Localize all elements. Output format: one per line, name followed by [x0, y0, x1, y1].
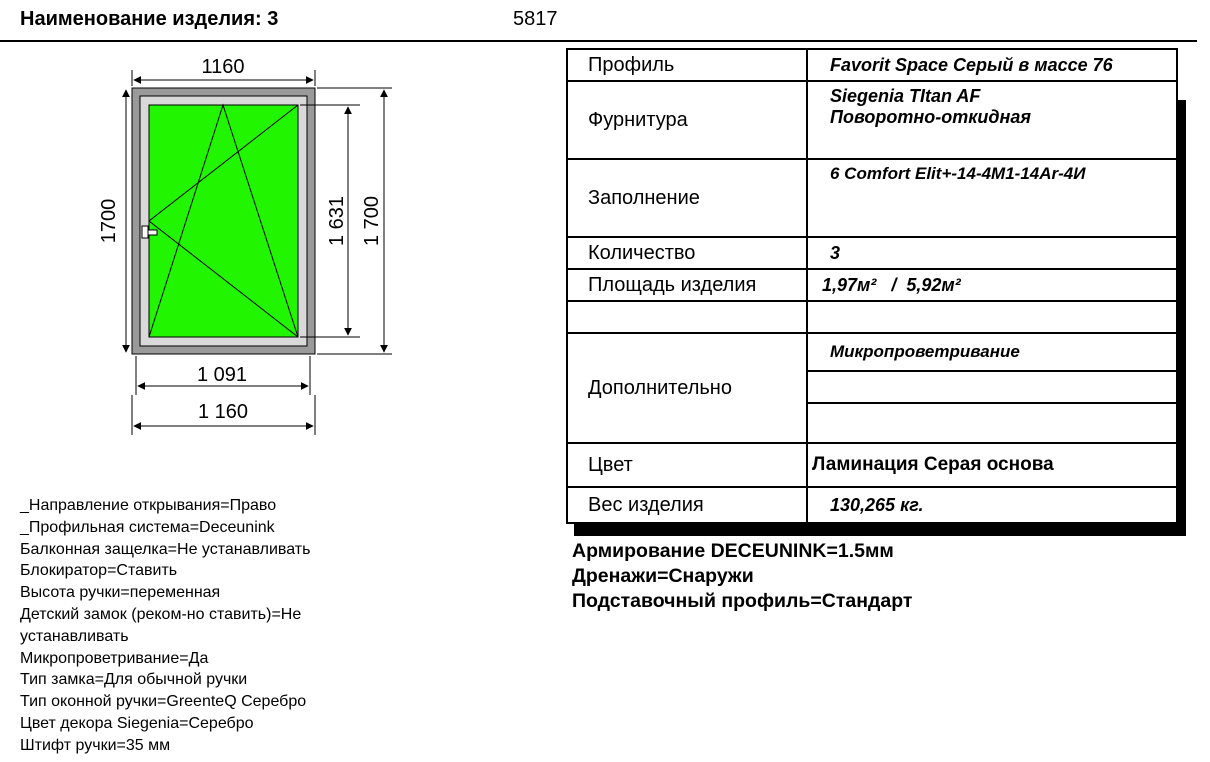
- row-extra-1: [567, 333, 1177, 371]
- quantity-value: 3: [807, 237, 1177, 269]
- extra-value-3: [807, 403, 1177, 443]
- dim-label-inner-right: 1 631: [326, 195, 348, 247]
- hardware-value: [807, 81, 1177, 159]
- item-title: Наименование изделия: 3: [20, 8, 279, 30]
- color-label: Цвет: [567, 443, 807, 487]
- spec-table: [566, 48, 1178, 524]
- weight-label: Вес изделия: [567, 487, 807, 523]
- dim-label-bottom-inner: 1 091: [196, 364, 248, 386]
- options-list: [20, 495, 380, 757]
- option-item: Блокиратор=Ставить: [20, 562, 178, 580]
- note-base-profile: Подставочный профиль=Стандарт: [572, 590, 913, 612]
- quantity-label: Количество: [567, 237, 807, 269]
- row-area: [567, 269, 1177, 301]
- extra-label: Дополнительно: [567, 333, 807, 443]
- option-item: Тип оконной ручки=GreenteQ Серебро: [20, 693, 307, 711]
- empty-value: [807, 301, 1177, 333]
- option-item: Балконная защелка=Не устанавливать: [20, 540, 311, 558]
- option-item: _Направление открывания=Право: [20, 497, 277, 514]
- dim-label-top: 1160: [201, 56, 245, 78]
- hardware-value-line-1: Siegenia TItan AF: [830, 86, 981, 106]
- row-weight: [567, 487, 1177, 523]
- row-quantity: [567, 237, 1177, 269]
- area-value: 1,97м² / 5,92м²: [807, 269, 1177, 301]
- option-item: Детский замок (реком-но ставить)=Не устанавливать: [20, 605, 302, 645]
- filling-value: 6 Comfort Elit+-14-4M1-14Ar-4И: [807, 159, 1177, 237]
- window-glass: [149, 105, 298, 337]
- note-reinforcement: Армирование DECEUNINK=1.5мм: [572, 540, 894, 562]
- weight-value: 130,265 кг.: [807, 487, 1177, 523]
- option-item: Цвет декора Siegenia=Серебро: [20, 714, 254, 732]
- profile-label: Профиль: [567, 49, 807, 81]
- empty-label: [567, 301, 807, 333]
- hardware-value-line-2: Поворотно-откидная: [830, 107, 1031, 127]
- color-value: Ламинация Серая основа: [807, 443, 1177, 487]
- reinforcement-notes: [572, 539, 912, 614]
- dim-label-left: 1700: [98, 198, 120, 244]
- window-drawing: [60, 50, 400, 440]
- row-empty: [567, 301, 1177, 333]
- row-filling: [567, 159, 1177, 237]
- option-item: Тип замка=Для обычной ручки: [20, 671, 248, 689]
- extra-value: Микропроветривание: [807, 333, 1177, 371]
- header-divider: [0, 40, 1197, 42]
- option-item: Микропроветривание=Да: [20, 649, 209, 667]
- row-profile: [567, 49, 1177, 81]
- dim-label-outer-right: 1 700: [361, 195, 383, 247]
- hardware-label: Фурнитура: [567, 81, 807, 159]
- option-item: Штифт ручки=35 мм: [20, 736, 171, 754]
- option-item: Высота ручки=переменная: [20, 584, 221, 602]
- handle-icon: [142, 226, 148, 238]
- area-label: Площадь изделия: [567, 269, 807, 301]
- dim-label-bottom-outer: 1 160: [197, 401, 249, 423]
- row-color: [567, 443, 1177, 487]
- profile-value: Favorit Space Серый в массе 76: [807, 49, 1177, 81]
- handle-grip-icon: [148, 230, 157, 235]
- order-number: 5817: [513, 8, 558, 30]
- filling-label: Заполнение: [567, 159, 807, 237]
- extra-value-2: [807, 371, 1177, 403]
- option-item: _Профильная система=Deceunink: [20, 518, 275, 536]
- note-drainage: Дренажи=Снаружи: [572, 565, 754, 587]
- row-hardware: [567, 81, 1177, 159]
